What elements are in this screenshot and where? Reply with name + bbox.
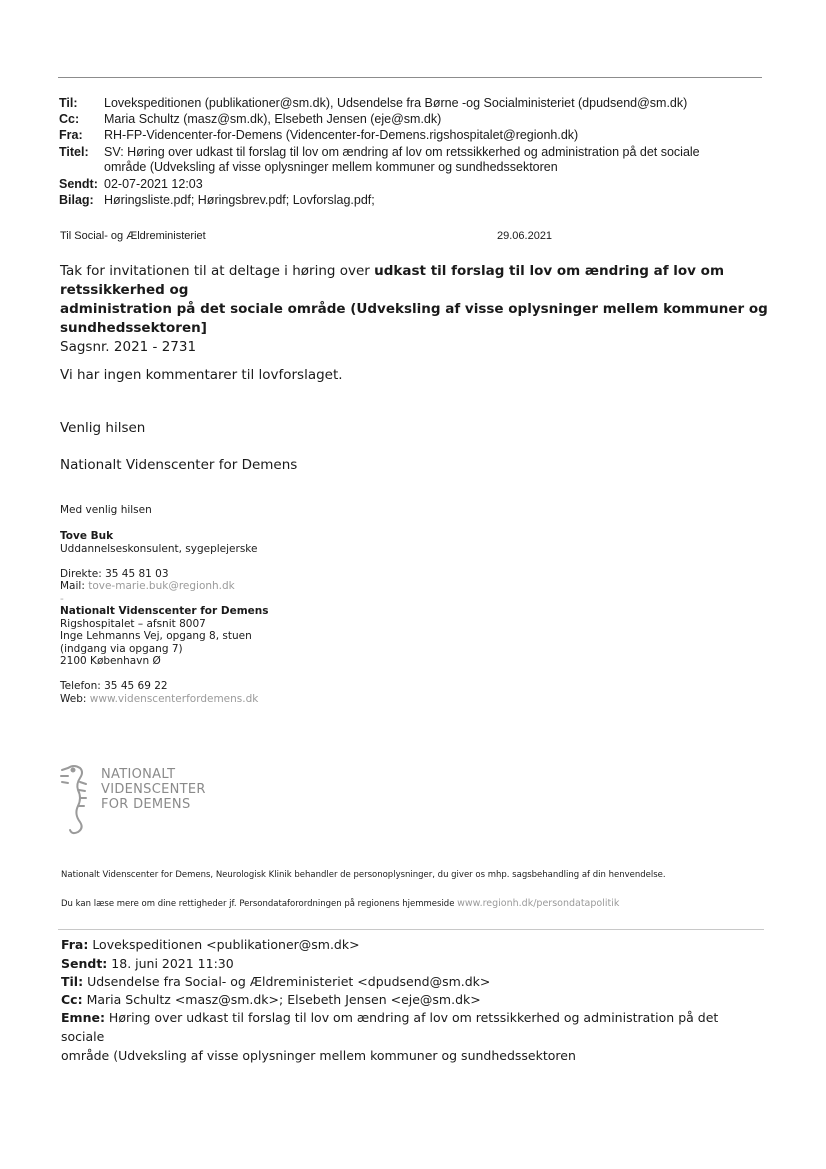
signature-title: Uddannelseskonsulent, sygeplejerske xyxy=(60,542,258,555)
til-label: Til: xyxy=(59,96,78,110)
intro-bold-2: administration på det sociale område (Udveksling af visse oplysninger mellem kommuner og sundhedssektoren] xyxy=(60,301,768,336)
signature-phone: Telefon: 35 45 69 22 xyxy=(60,680,168,692)
signature-dept: Rigshospitalet – afsnit 8007 xyxy=(60,617,206,630)
fw-sendt xyxy=(61,954,234,973)
signature-org: Nationalt Videnscenter for Demens xyxy=(60,605,269,617)
bilag-value: Høringsliste.pdf; Høringsbrev.pdf; Lovforslag.pdf; xyxy=(104,193,375,207)
fw-til xyxy=(61,972,490,991)
cc-label: Cc: xyxy=(59,112,80,126)
fw-emne-value-1: Høring over udkast til forslag til lov om ændring af lov om retssikkerhed og administration på det sociale xyxy=(61,1010,719,1044)
privacy-link[interactable]: www.regionh.dk/persondatapolitik xyxy=(457,898,620,909)
fw-cc xyxy=(61,990,481,1009)
signature-web-link[interactable]: www.videnscenterfordemens.dk xyxy=(89,692,259,705)
letter-recipient: Til Social- og Ældreministeriet xyxy=(60,230,206,242)
fw-til-value: Udsendelse fra Social- og Ældreministeriet <dpudsend@sm.dk> xyxy=(83,974,491,989)
top-divider xyxy=(58,77,762,78)
fw-sendt-value: 18. juni 2021 11:30 xyxy=(107,956,234,971)
fw-emne-value-2: område (Udveksling af visse oplysninger mellem kommuner og sundhedssektoren xyxy=(61,1048,576,1063)
sendt-value: 02-07-2021 12:03 xyxy=(104,177,203,191)
titel-value: SV: Høring over udkast til forslag til lov om ændring af lov om retssikkerhed og administration på det sociale område (Udveksling af visse oplysninger mellem kommuner og sundhedssektoren xyxy=(104,145,700,174)
fw-fra-label: Fra: xyxy=(61,937,89,952)
letter-date: 29.06.2021 xyxy=(497,230,553,242)
letter-intro xyxy=(60,262,780,357)
signature-closing: Med venlig hilsen xyxy=(60,504,152,516)
cc-value: Maria Schultz (masz@sm.dk), Elsebeth Jensen (eje@sm.dk) xyxy=(104,112,442,126)
fw-sendt-label: Sendt: xyxy=(61,956,108,971)
fw-emne-label: Emne: xyxy=(61,1010,105,1025)
sagsnr: Sagsnr. 2021 - 2731 xyxy=(60,339,197,355)
logo-text-1: NATIONALT xyxy=(101,767,176,782)
privacy-text: Du kan læse mere om dine rettigheder jf. Persondataforordningen på regionens hjemmeside xyxy=(61,899,458,909)
privacy-notice-2 xyxy=(61,898,623,909)
fra-label: Fra: xyxy=(59,128,83,142)
fw-til-label: Til: xyxy=(61,974,84,989)
letter-org: Nationalt Videnscenter for Demens xyxy=(60,457,298,473)
signature-mail-label: Mail: xyxy=(60,580,89,592)
signature-mail-link[interactable]: tove-marie.buk@regionh.dk xyxy=(88,580,235,592)
titel-label: Titel: xyxy=(59,145,89,159)
fra-value: RH-FP-Videncenter-for-Demens (Videncenter-for-Demens.rigshospitalet@regionh.dk) xyxy=(104,128,579,142)
signature-block xyxy=(60,530,268,705)
logo-text-3: FOR DEMENS xyxy=(101,797,191,812)
bilag-label: Bilag: xyxy=(59,193,94,207)
seahorse-logo-icon xyxy=(58,762,98,840)
til-value: Lovekspeditionen (publikationer@sm.dk), Udsendelse fra Børne -og Socialministeriet (dpudsend@sm.dk) xyxy=(104,96,688,110)
fw-cc-value: Maria Schultz <masz@sm.dk>; Elsebeth Jensen <eje@sm.dk> xyxy=(82,992,481,1007)
fw-fra-value: Lovekspeditionen <publikationer@sm.dk> xyxy=(88,937,360,952)
signature-direct: Direkte: 35 45 81 03 xyxy=(60,567,169,580)
intro-text: Tak for invitationen til at deltage i høring over xyxy=(60,263,375,279)
signature-web-label: Web: xyxy=(60,692,90,705)
signature-city: 2100 København Ø xyxy=(60,655,161,667)
signature-name: Tove Buk xyxy=(60,530,114,542)
fw-cc-label: Cc: xyxy=(61,992,83,1007)
sendt-label: Sendt: xyxy=(59,177,98,191)
signature-entrance: (indgang via opgang 7) xyxy=(60,642,183,655)
logo-text-2: VIDENSCENTER xyxy=(101,782,206,797)
forward-divider xyxy=(58,929,764,930)
signature-street: Inge Lehmanns Vej, opgang 8, stuen xyxy=(60,630,252,642)
letter-comment: Vi har ingen kommentarer til lovforslaget. xyxy=(60,367,343,383)
letter-greeting: Venlig hilsen xyxy=(60,420,146,436)
signature-dash: - xyxy=(60,592,64,605)
privacy-notice-1: Nationalt Videnscenter for Demens, Neurologisk Klinik behandler de personoplysninger, du giver os mhp. sagsbehandling af din henvendelse. xyxy=(61,870,666,880)
intro-bold-1: udkast til forslag til lov om ændring af lov om retssikkerhed og xyxy=(60,263,725,298)
fw-fra xyxy=(61,935,360,954)
fw-emne xyxy=(61,1008,761,1065)
